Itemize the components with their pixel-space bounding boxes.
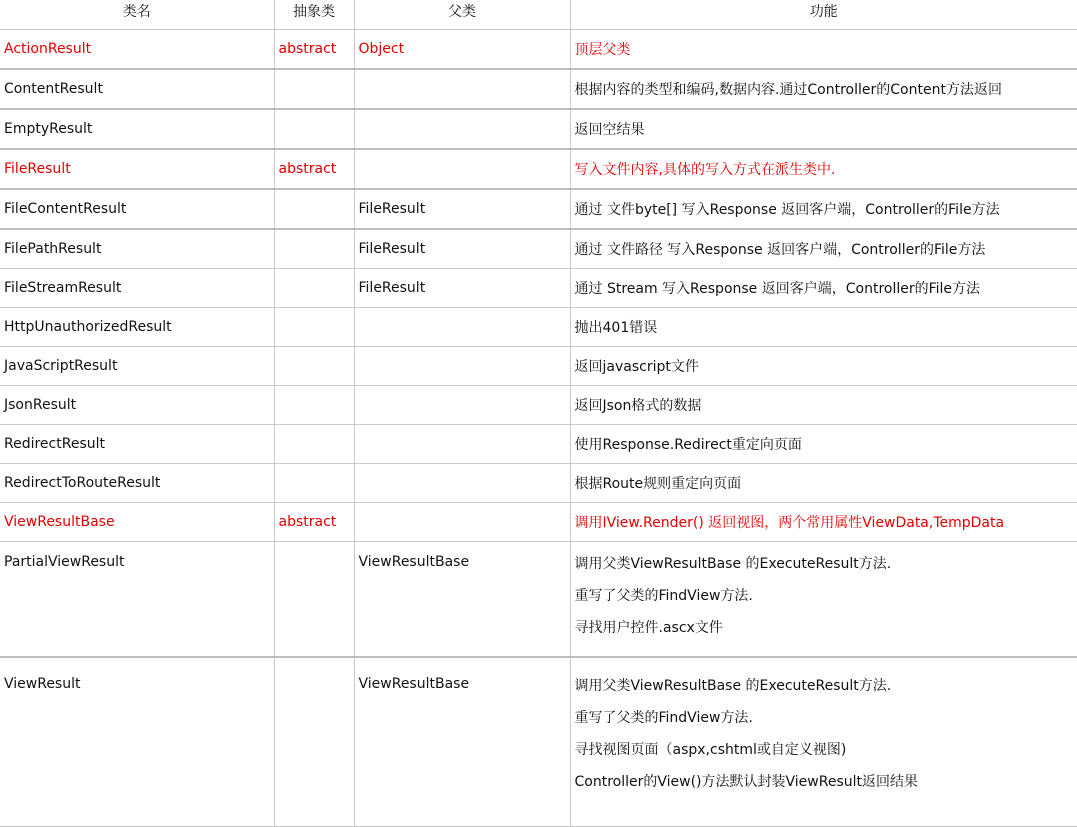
function-cell: 写入文件内容,具体的写入方式在派生类中. (570, 149, 1077, 189)
class-name-cell: JavaScriptResult (0, 347, 274, 386)
table-row (0, 464, 1077, 503)
header-parent: 父类 (354, 0, 570, 30)
function-cell: 调用IView.Render() 返回视图，两个常用属性ViewData,TempData (570, 503, 1077, 542)
function-line: Controller的View()方法默认封装ViewResult返回结果 (574, 774, 918, 790)
parent-cell (354, 308, 570, 347)
class-name-cell: HttpUnauthorizedResult (0, 308, 274, 347)
abstract-cell (274, 308, 354, 347)
table-row (0, 149, 1077, 189)
function-cell: 顶层父类 (570, 30, 1077, 70)
function-line: 重写了父类的FindView方法. (574, 588, 753, 604)
table-row (0, 109, 1077, 149)
header-class-name: 类名 (0, 0, 274, 30)
abstract-cell (274, 657, 354, 827)
class-name-cell: ContentResult (0, 69, 274, 109)
abstract-cell (274, 464, 354, 503)
header-row (0, 0, 1077, 30)
function-cell: 通过 文件路径 写入Response 返回客户端，Controller的File方法 (570, 229, 1077, 269)
abstract-cell (274, 542, 354, 658)
function-cell: 通过 文件byte[] 写入Response 返回客户端，Controller的File方法 (570, 189, 1077, 229)
function-cell: 使用Response.Redirect重定向页面 (570, 425, 1077, 464)
class-name-cell: ActionResult (0, 30, 274, 70)
parent-cell (354, 425, 570, 464)
table-row (0, 229, 1077, 269)
table-row (0, 425, 1077, 464)
abstract-cell (274, 386, 354, 425)
abstract-cell (274, 425, 354, 464)
class-name-cell: ViewResultBase (0, 503, 274, 542)
class-name-cell: RedirectToRouteResult (0, 464, 274, 503)
table-row (0, 30, 1077, 70)
class-name-cell: FilePathResult (0, 229, 274, 269)
parent-cell (354, 503, 570, 542)
function-cell: 通过 Stream 写入Response 返回客户端，Controller的File方法 (570, 269, 1077, 308)
abstract-cell: abstract (274, 149, 354, 189)
class-name-cell: FileContentResult (0, 189, 274, 229)
abstract-cell: abstract (274, 503, 354, 542)
parent-cell (354, 69, 570, 109)
table-row (0, 386, 1077, 425)
class-name-cell: ViewResult (0, 657, 274, 827)
header-abstract: 抽象类 (274, 0, 354, 30)
class-name-cell: RedirectResult (0, 425, 274, 464)
parent-cell: Object (354, 30, 570, 70)
function-line: 重写了父类的FindView方法. (574, 710, 753, 726)
function-line: 调用父类ViewResultBase 的ExecuteResult方法. (574, 678, 892, 694)
abstract-cell: abstract (274, 30, 354, 70)
function-line: 寻找视图页面（aspx,cshtml或自定义视图) (574, 742, 847, 758)
class-name-cell: PartialViewResult (0, 542, 274, 658)
parent-cell (354, 386, 570, 425)
parent-cell (354, 347, 570, 386)
abstract-cell (274, 229, 354, 269)
function-cell: 抛出401错误 (570, 308, 1077, 347)
function-cell: 返回Json格式的数据 (570, 386, 1077, 425)
parent-cell: FileResult (354, 189, 570, 229)
function-cell (570, 542, 1077, 658)
header-function: 功能 (570, 0, 1077, 30)
function-cell: 返回空结果 (570, 109, 1077, 149)
function-cell: 根据Route规则重定向页面 (570, 464, 1077, 503)
table-row (0, 503, 1077, 542)
function-cell: 返回javascript文件 (570, 347, 1077, 386)
abstract-cell (274, 269, 354, 308)
function-line: 寻找用户控件.ascx文件 (574, 620, 723, 636)
table-row (0, 269, 1077, 308)
parent-cell (354, 149, 570, 189)
function-cell: 根据内容的类型和编码,数据内容.通过Controller的Content方法返回 (570, 69, 1077, 109)
class-name-cell: EmptyResult (0, 109, 274, 149)
abstract-cell (274, 109, 354, 149)
table-row (0, 542, 1077, 658)
abstract-cell (274, 69, 354, 109)
table-row (0, 189, 1077, 229)
table-row (0, 657, 1077, 827)
parent-cell (354, 464, 570, 503)
class-name-cell: JsonResult (0, 386, 274, 425)
parent-cell: FileResult (354, 269, 570, 308)
function-cell (570, 657, 1077, 827)
function-line: 调用父类ViewResultBase 的ExecuteResult方法. (574, 556, 892, 572)
parent-cell (354, 109, 570, 149)
parent-cell: ViewResultBase (354, 657, 570, 827)
parent-cell: FileResult (354, 229, 570, 269)
parent-cell: ViewResultBase (354, 542, 570, 658)
class-name-cell: FileStreamResult (0, 269, 274, 308)
abstract-cell (274, 347, 354, 386)
class-name-cell: FileResult (0, 149, 274, 189)
abstract-cell (274, 189, 354, 229)
table-row (0, 69, 1077, 109)
table-row (0, 308, 1077, 347)
table-row (0, 347, 1077, 386)
